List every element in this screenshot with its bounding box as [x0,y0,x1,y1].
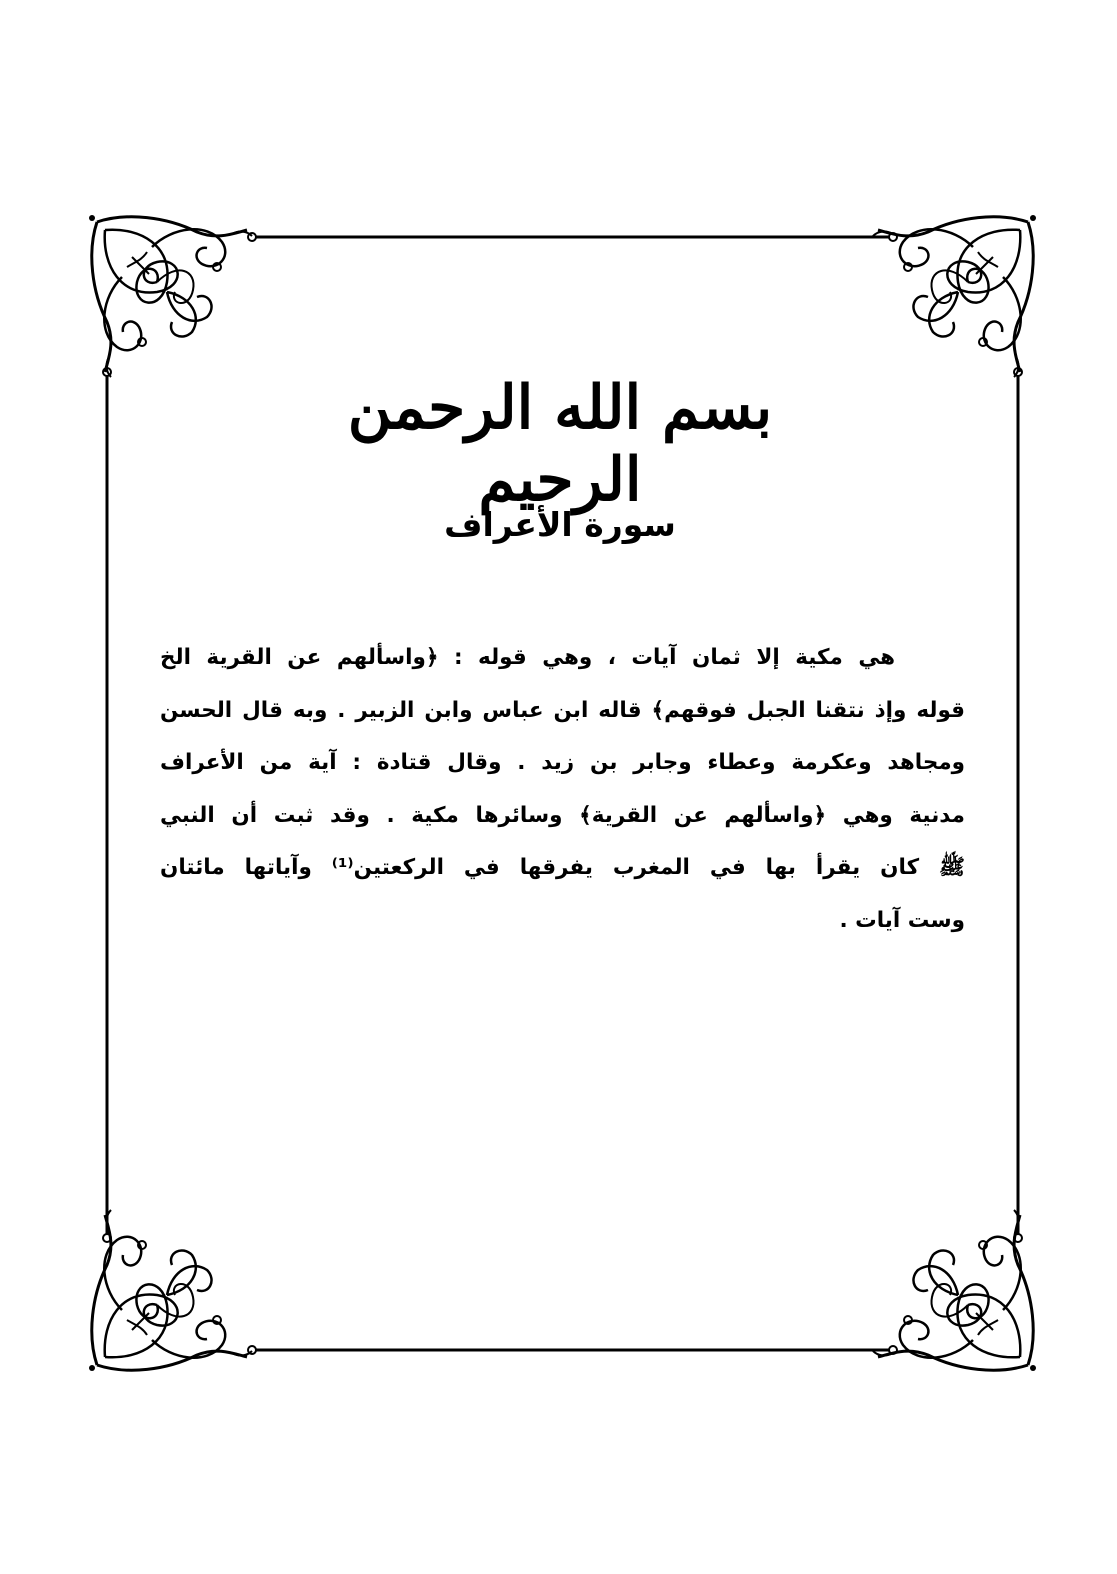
paragraph-line: مدنية وهي ﴿واسألهم عن القرية﴾ وسائرها مكية . وقد ثبت أن النبي [160,802,965,828]
floral-arabesque-corner-icon [873,217,1033,377]
floral-arabesque-corner-icon [92,217,252,377]
introduction-paragraph [160,632,965,947]
surah-title: سورة الأعراف [444,505,676,544]
floral-arabesque-corner-icon [873,1210,1033,1370]
paragraph-line: ومجاهد وعكرمة وعطاء وجابر بن زيد . وقال قتادة : آية من الأعراف [160,750,965,775]
paragraph-line: ﷺ كان يقرأ بها في المغرب يفرقها في الركعتين⁽¹⁾ وآياتها مائتان [160,855,966,880]
basmala-calligraphy: بسم الله الرحمن الرحيم [347,373,773,515]
paragraph-line: وست آيات . [839,907,965,933]
paragraph-line: هي مكية إلا ثمان آيات ، وهي قوله : ﴿واسألهم عن القرية الخ [160,645,895,670]
floral-arabesque-corner-icon [92,1210,252,1370]
paragraph-line: قوله وإذ نتقنا الجبل فوقهم﴾ قاله ابن عباس وابن الزبير . وبه قال الحسن [160,697,965,723]
